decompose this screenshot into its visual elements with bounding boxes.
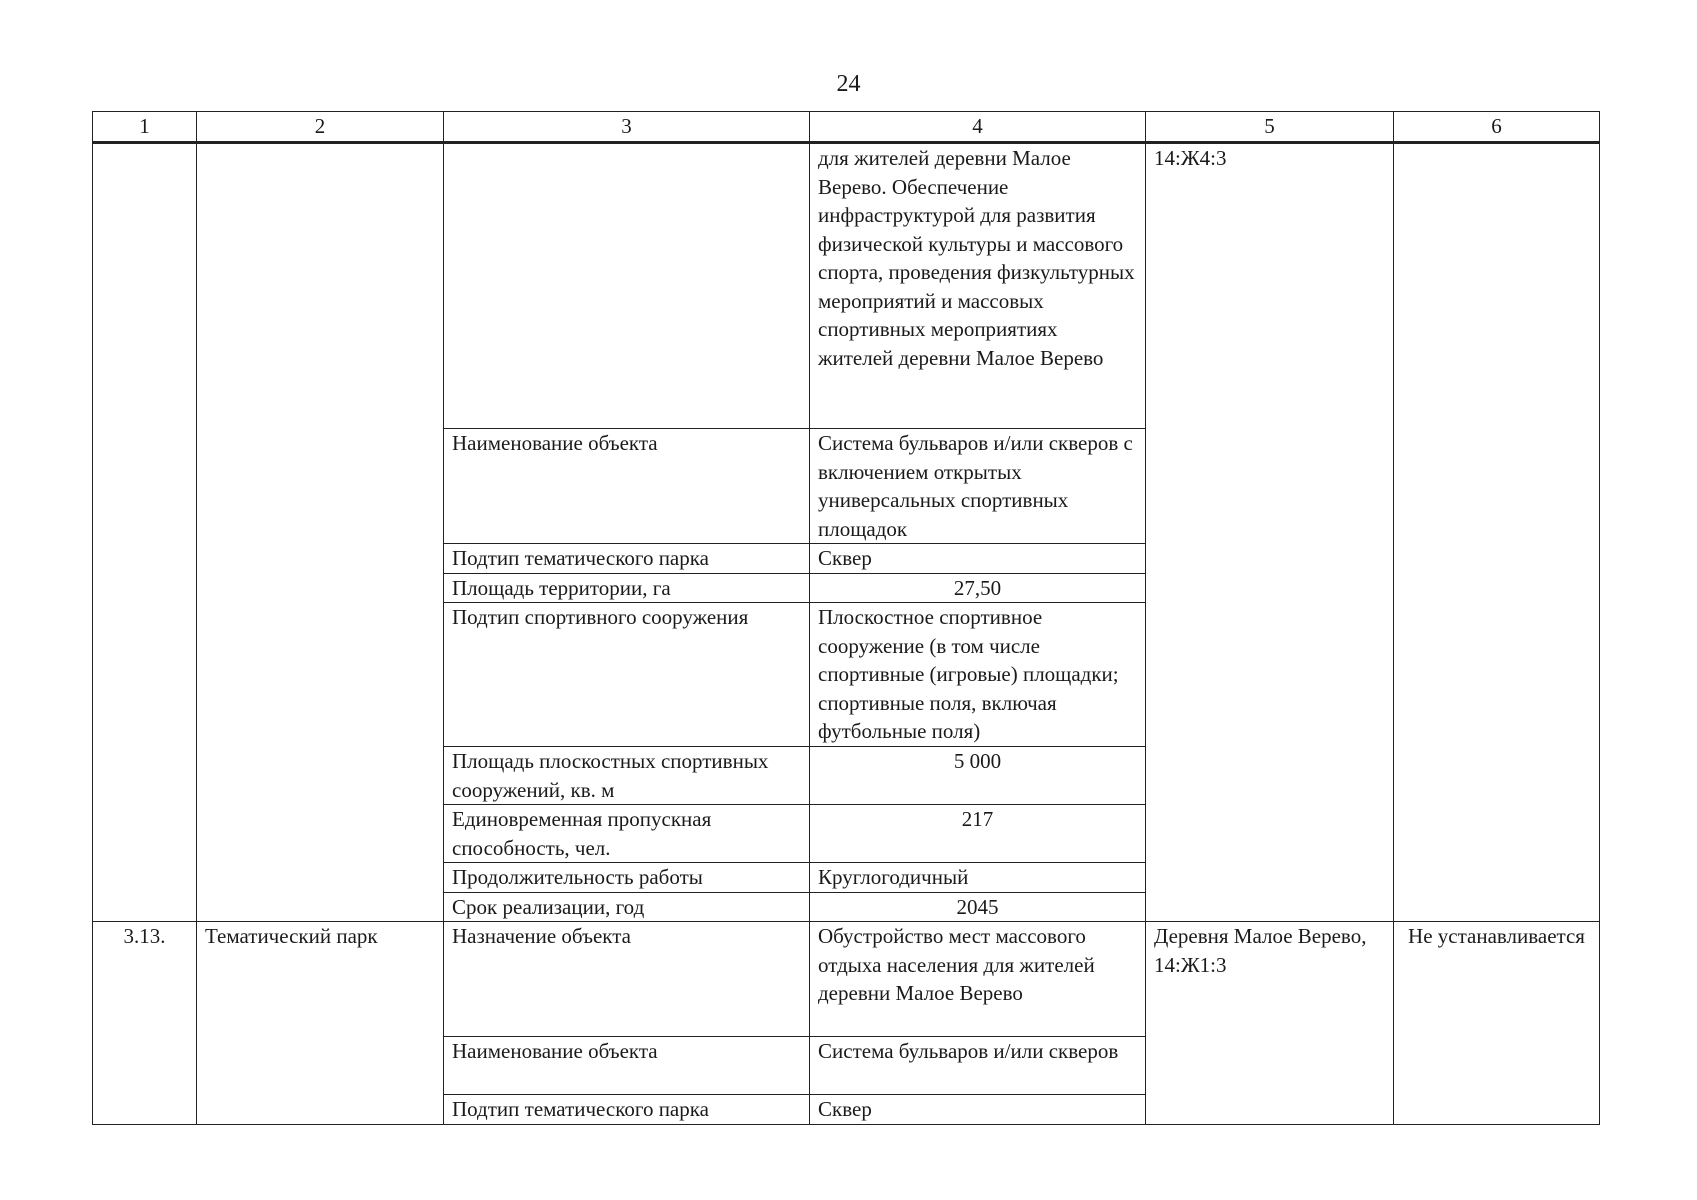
cell-label: Наименование объекта	[444, 1037, 810, 1095]
cell-number: 3.13.	[93, 922, 197, 1125]
cell-value: Круглогодичный	[810, 863, 1146, 893]
cell-value: 27,50	[810, 573, 1146, 603]
header-col-1: 1	[93, 112, 197, 143]
table-header-row	[93, 112, 1600, 143]
cell-label: Наименование объекта	[444, 429, 810, 544]
cell-zone: Не устанавливается	[1394, 922, 1600, 1125]
cell-label: Подтип тематического парка	[444, 544, 810, 574]
header-col-3: 3	[444, 112, 810, 143]
cell-type-empty	[197, 143, 444, 922]
page-number: 24	[836, 71, 861, 97]
header-col-2: 2	[197, 112, 444, 143]
cell-label: Срок реализации, год	[444, 892, 810, 922]
cell-location: Деревня Малое Верево, 14:Ж1:3	[1146, 922, 1394, 1125]
cell-purpose-continuation: для жителей деревни Малое Верево. Обеспечение инфраструктурой для развития физической культуры и массового спорта, проведения физкультурных мероприятий и массовых спортивных мероприятиях жителей деревни Малое Верево	[810, 143, 1146, 429]
cell-value: Обустройство мест массового отдыха населения для жителей деревни Малое Верево	[810, 922, 1146, 1037]
cell-location: 14:Ж4:3	[1146, 143, 1394, 922]
cell-label: Площадь плоскостных спортивных сооружений, кв. м	[444, 747, 810, 805]
cell-value: 2045	[810, 892, 1146, 922]
cell-value: Плоскостное спортивное сооружение (в том числе спортивные (игровые) площадки; спортивные поля, включая футбольные поля)	[810, 603, 1146, 747]
cell-value: Система бульваров и/или скверов	[810, 1037, 1146, 1095]
cell-label: Продолжительность работы	[444, 863, 810, 893]
header-col-5: 5	[1146, 112, 1394, 143]
cell-label: Единовременная пропускная способность, чел.	[444, 805, 810, 863]
cell-label: Назначение объекта	[444, 922, 810, 1037]
header-col-6: 6	[1394, 112, 1600, 143]
cell-value: 5 000	[810, 747, 1146, 805]
table-row	[93, 143, 1600, 429]
cell-value: Сквер	[810, 544, 1146, 574]
cell-label: Подтип спортивного сооружения	[444, 603, 810, 747]
objects-table	[92, 111, 1600, 1125]
cell-value: Система бульваров и/или скверов с включением открытых универсальных спортивных площадок	[810, 429, 1146, 544]
cell-label: Подтип тематического парка	[444, 1095, 810, 1125]
cell-number-empty	[93, 143, 197, 922]
cell-value: 217	[810, 805, 1146, 863]
table-row	[93, 922, 1600, 1037]
cell-type: Тематический парк	[197, 922, 444, 1125]
cell-value: Сквер	[810, 1095, 1146, 1125]
header-col-4: 4	[810, 112, 1146, 143]
cell-label-empty	[444, 143, 810, 429]
cell-label: Площадь территории, га	[444, 573, 810, 603]
cell-zone-empty	[1394, 143, 1600, 922]
